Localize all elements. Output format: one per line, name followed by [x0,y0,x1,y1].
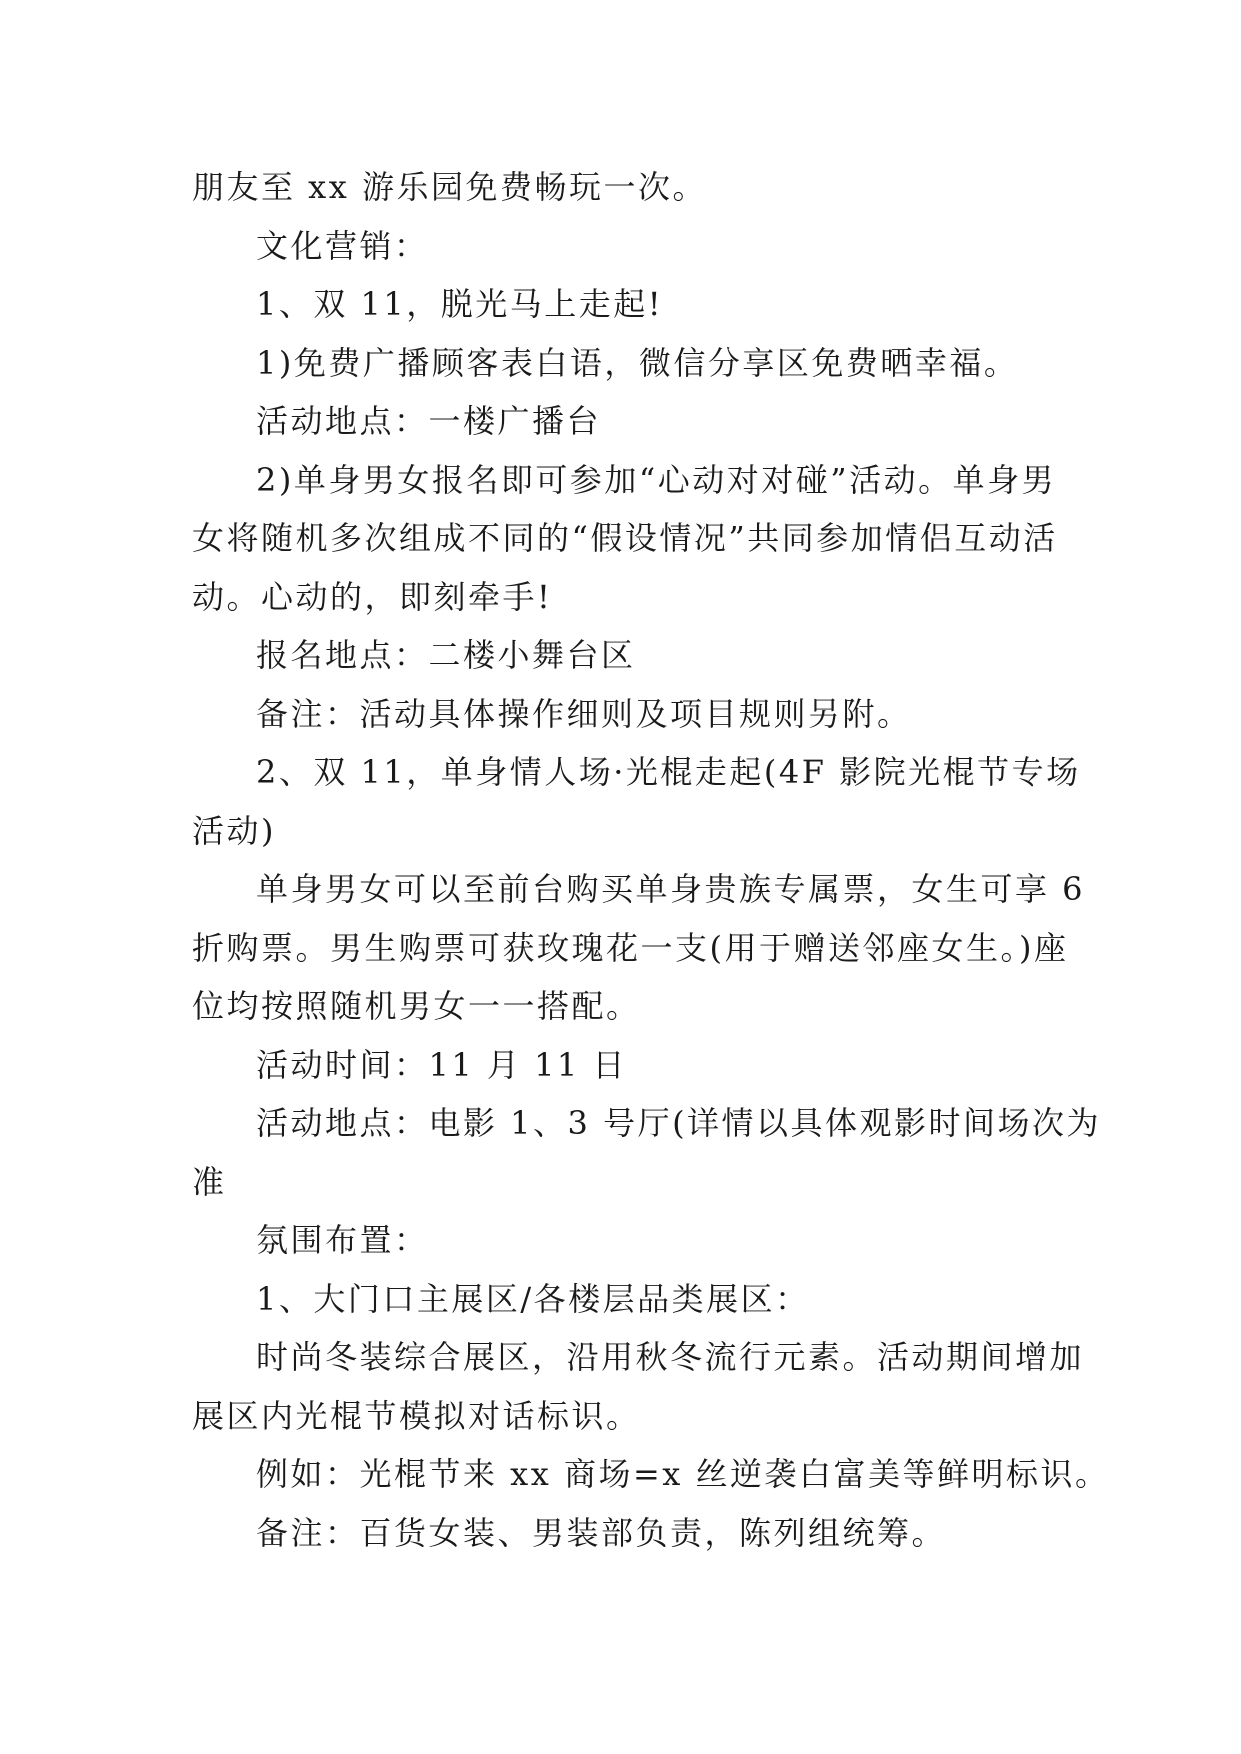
text-line: 备注：活动具体操作细则及项目规则另附。 [256,694,912,733]
text-line: 活动地点：电影 1、3 号厅(详情以具体观影时间场次为 [256,1104,1102,1142]
text-line: 1、大门口主展区/各楼层品类展区： [256,1279,810,1318]
text-line: 时尚冬装综合展区，沿用秋冬流行元素。活动期间增加 [256,1338,1085,1376]
text-line: 报名地点：二楼小舞台区 [256,636,636,674]
text-line: 1、双 11，脱光马上走起! [256,285,664,323]
text-line: 氛围布置： [256,1221,429,1259]
text-line: 2)单身男女报名即可参加“心动对对碰”活动。单身男 [256,460,1057,499]
text-line: 折购票。男生购票可获玫瑰花一支(用于赠送邻座女生。)座 [192,928,1069,967]
text-line: 准 [192,1162,227,1201]
text-line: 位均按照随机男女一一搭配。 [192,987,641,1025]
text-line: 文化营销： [256,226,429,265]
text-line: 活动) [192,811,276,850]
text-line: 2、双 11，单身情人场·光棍走起(4F 影院光棍节专场 [256,753,1081,791]
text-line: 例如：光棍节来 xx 商场=x 丝逆袭白富美等鲜明标识。 [256,1455,1110,1493]
text-line: 动。心动的，即刻牵手! [192,577,553,616]
text-line: 活动地点：一楼广播台 [256,402,602,440]
text-line: 朋友至 xx 游乐园免费畅玩一次。 [192,168,707,206]
text-line: 活动时间：11 月 11 日 [256,1045,627,1084]
text-line: 1)免费广播顾客表白语，微信分享区免费晒幸福。 [256,343,1019,382]
document-body [192,158,1110,1562]
text-line: 女将随机多次组成不同的“假设情况”共同参加情侣互动活 [192,519,1058,557]
text-line: 单身男女可以至前台购买单身贵族专属票，女生可享 6 [256,870,1086,908]
text-line: 展区内光棍节模拟对话标识。 [192,1396,641,1435]
text-line: 备注：百货女装、男装部负责，陈列组统筹。 [256,1513,947,1552]
